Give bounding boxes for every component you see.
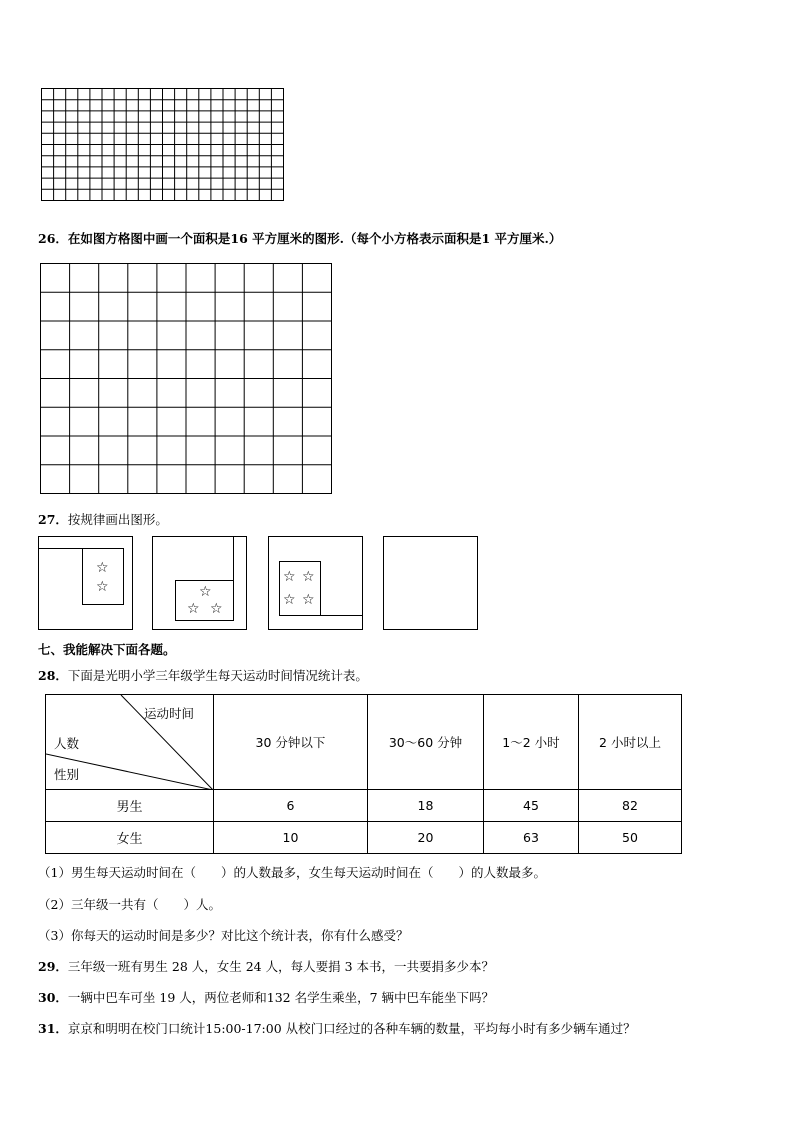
table-cell: 10 xyxy=(214,822,368,854)
table-cell: 50 xyxy=(579,822,682,854)
header-cell: 2 小时以上 xyxy=(579,695,682,790)
top-grid xyxy=(41,88,284,201)
star-icon: ☆ xyxy=(283,592,296,608)
table-cell: 20 xyxy=(368,822,484,854)
table-row xyxy=(46,822,682,854)
corner-label-gender: 性别 xyxy=(54,767,80,782)
question-27-text: 按规律画出图形。 xyxy=(67,512,168,527)
section-7-text: 七、我能解决下面各题。 xyxy=(38,642,176,657)
row-label: 女生 xyxy=(46,822,214,854)
table-corner-cell xyxy=(46,695,214,790)
divider-line xyxy=(233,537,234,580)
table-cell: 18 xyxy=(368,790,484,822)
question-27-number: 27． xyxy=(38,512,68,527)
star-icon: ☆ xyxy=(199,584,212,600)
table-row xyxy=(46,790,682,822)
table-cell: 45 xyxy=(484,790,579,822)
question-26-text: 在如图方格图中画一个面积是16 平方厘米的图形.（每个小方格表示面积是1 平方厘米.） xyxy=(67,231,562,246)
pattern-figure-1 xyxy=(38,536,133,630)
question-31-text: 京京和明明在校门口统计15:00-17:00 从校门口经过的各种车辆的数量，平均每小时有多少辆车通过？ xyxy=(67,1021,636,1036)
pattern-figure-4-answer[interactable] xyxy=(383,536,478,630)
question-26 xyxy=(38,229,561,247)
question-26-number: 26． xyxy=(38,231,68,246)
question-28-number: 28． xyxy=(38,668,68,683)
question-30 xyxy=(38,988,494,1006)
header-cell: 1～2 小时 xyxy=(484,695,579,790)
corner-label-count: 人数 xyxy=(54,736,80,751)
divider-line xyxy=(320,615,363,616)
question-31-number: 31． xyxy=(38,1021,68,1036)
table-cell: 82 xyxy=(579,790,682,822)
question-28 xyxy=(38,666,368,684)
pattern-figure-3 xyxy=(268,536,363,630)
section-7-heading xyxy=(38,640,176,658)
star-icon: ☆ xyxy=(96,579,109,595)
star-icon: ☆ xyxy=(283,569,296,585)
question-27 xyxy=(38,510,168,528)
star-icon: ☆ xyxy=(96,560,109,576)
drawing-grid[interactable] xyxy=(40,263,332,494)
question-30-number: 30． xyxy=(38,990,68,1005)
table-cell: 6 xyxy=(214,790,368,822)
table-cell: 63 xyxy=(484,822,579,854)
question-28-sub-1: （1）男生每天运动时间在（ ）的人数最多，女生每天运动时间在（ ）的人数最多。 xyxy=(38,865,546,880)
question-29 xyxy=(38,957,494,975)
question-28-sub-3: （3）你每天的运动时间是多少？对比这个统计表，你有什么感受？ xyxy=(38,928,409,943)
star-icon: ☆ xyxy=(187,601,200,617)
star-icon: ☆ xyxy=(210,601,223,617)
header-cell: 30 分钟以下 xyxy=(214,695,368,790)
row-label: 男生 xyxy=(46,790,214,822)
pattern-figure-2 xyxy=(152,536,247,630)
question-28-sub-2: （2）三年级一共有（ ）人。 xyxy=(38,897,221,912)
question-31 xyxy=(38,1019,636,1037)
star-icon: ☆ xyxy=(302,592,315,608)
question-28-text: 下面是光明小学三年级学生每天运动时间情况统计表。 xyxy=(67,668,368,683)
star-panel xyxy=(175,580,234,621)
question-30-text: 一辆中巴车可坐 19 人，两位老师和132 名学生乘坐，7 辆中巴车能坐下吗？ xyxy=(67,990,495,1005)
question-29-text: 三年级一班有男生 28 人，女生 24 人，每人要捐 3 本书，一共要捐多少本？ xyxy=(67,959,495,974)
question-29-number: 29． xyxy=(38,959,68,974)
header-cell: 30～60 分钟 xyxy=(368,695,484,790)
star-panel xyxy=(279,561,321,616)
star-panel xyxy=(82,548,124,605)
star-icon: ☆ xyxy=(302,569,315,585)
corner-label-time: 运动时间 xyxy=(144,706,195,721)
exercise-time-table xyxy=(45,694,682,854)
divider-line xyxy=(39,548,82,549)
